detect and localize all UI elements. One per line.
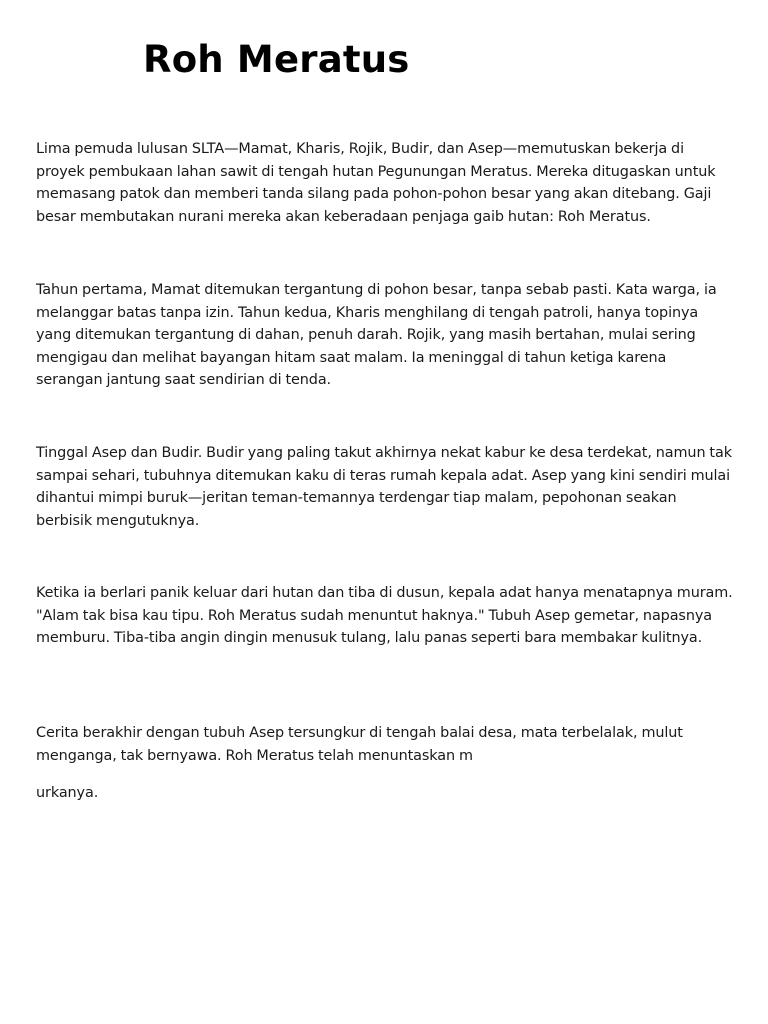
paragraph-4: Ketika ia berlari panik keluar dari hutan dan tiba di dusun, kepala adat hanya menatapnya muram. "Alam tak bisa kau tipu. Roh Meratus sudah menuntut haknya." Tubuh Asep gemetar, napasnya memburu. Tiba-tiba angin dingin menusuk tulang, lalu panas seperti bara membakar kulitnya. xyxy=(36,585,733,646)
paragraph-2: Tahun pertama, Mamat ditemukan tergantung di pohon besar, tanpa sebab pasti. Kata warga, ia melanggar batas tanpa izin. Tahun kedua, Kharis menghilang di tengah patroli, hanya topinya yang ditemukan tergantung di dahan, penuh darah. Rojik, yang masih bertahan, mulai sering mengigau dan melihat bayangan hitam saat malam. Ia meninggal di tahun ketiga karena serangan jantung saat sendirian di tenda. xyxy=(36,282,717,388)
paragraph-5: Cerita berakhir dengan tubuh Asep tersungkur di tengah balai desa, mata terbelalak, mulut menganga, tak bernyawa. Roh Meratus telah menuntaskan m xyxy=(36,725,683,764)
document-title: Roh Meratus xyxy=(143,38,410,81)
paragraph-6-continuation: urkanya. xyxy=(36,785,99,801)
paragraph-1: Lima pemuda lulusan SLTA—Mamat, Kharis, Rojik, Budir, dan Asep—memutuskan bekerja di proyek pembukaan lahan sawit di tengah hutan Pegunungan Meratus. Mereka ditugaskan untuk memasang patok dan memberi tanda silang pada pohon-pohon besar yang akan ditebang. Gaji besar membutakan nurani mereka akan keberadaan penjaga gaib hutan: Roh Meratus. xyxy=(36,141,716,225)
paragraph-3: Tinggal Asep dan Budir. Budir yang paling takut akhirnya nekat kabur ke desa terdekat, namun tak sampai sehari, tubuhnya ditemukan kaku di teras rumah kepala adat. Asep yang kini sendiri mulai dihantui mimpi buruk—jeritan teman-temannya terdengar tiap malam, pepohonan seakan berbisik mengutuknya. xyxy=(36,445,732,529)
